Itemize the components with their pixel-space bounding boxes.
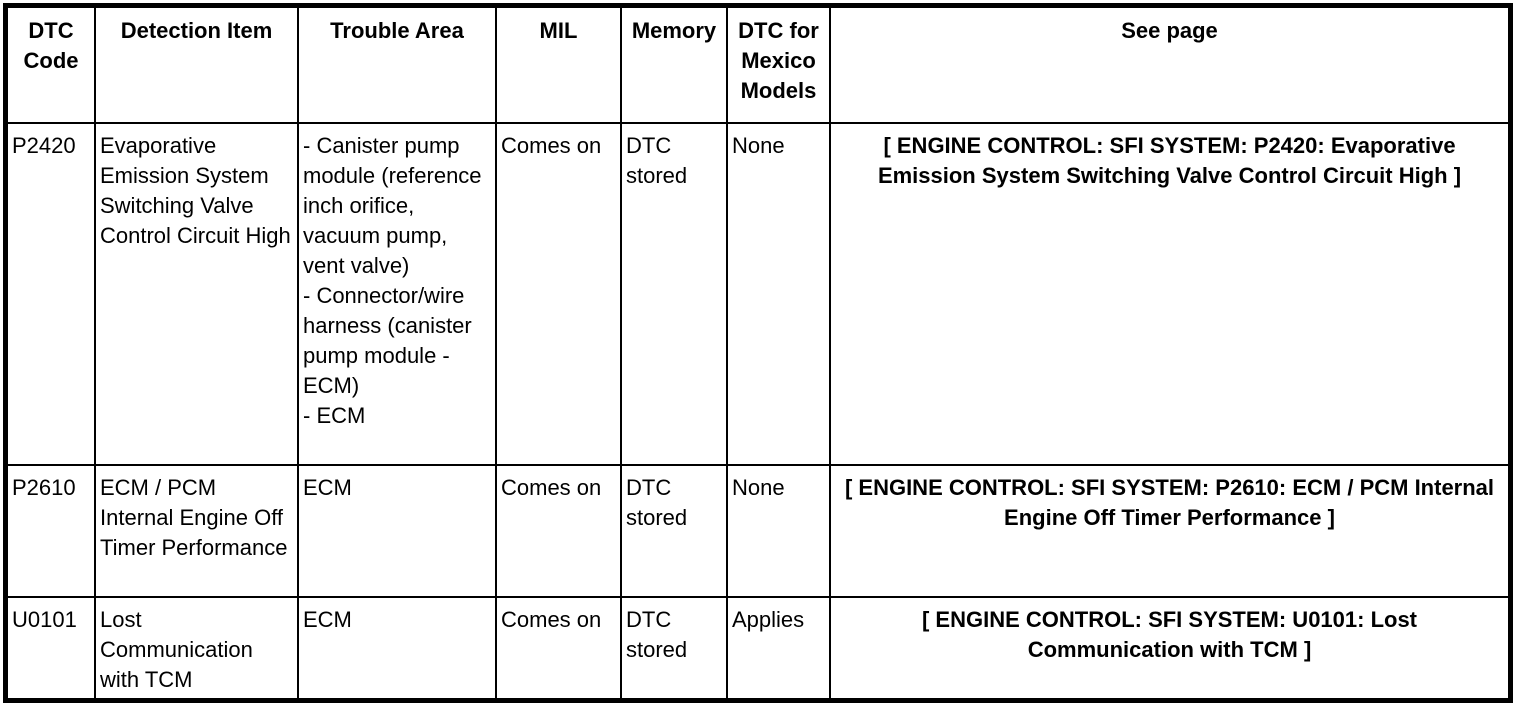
dtc-table (6, 6, 1510, 700)
mexico-cell: Applies (727, 597, 830, 699)
header-mil: MIL (496, 7, 621, 123)
see-page-link[interactable]: [ ENGINE CONTROL: SFI SYSTEM: P2610: ECM / PCM Internal Engine Off Timer Performance ] (830, 465, 1509, 597)
trouble-area-cell: - Canister pump module (reference inch orifice, vacuum pump, vent valve) - Connector/wire harness (canister pump module - ECM) - ECM (298, 123, 496, 465)
mil-cell: Comes on (496, 123, 621, 465)
memory-cell: DTC stored (621, 597, 727, 699)
memory-cell: DTC stored (621, 465, 727, 597)
header-memory: Memory (621, 7, 727, 123)
detection-item-cell: Evaporative Emission System Switching Valve Control Circuit High (95, 123, 298, 465)
table-row (7, 465, 1509, 597)
mil-cell: Comes on (496, 465, 621, 597)
trouble-area-cell: ECM (298, 597, 496, 699)
memory-cell: DTC stored (621, 123, 727, 465)
header-dtc-code: DTC Code (7, 7, 95, 123)
detection-item-cell: Lost Communication with TCM (95, 597, 298, 699)
header-see-page: See page (830, 7, 1509, 123)
detection-item-cell: ECM / PCM Internal Engine Off Timer Performance (95, 465, 298, 597)
trouble-area-cell: ECM (298, 465, 496, 597)
table-header (7, 7, 1509, 123)
mil-cell: Comes on (496, 597, 621, 699)
header-dtc-mexico: DTC for Mexico Models (727, 7, 830, 123)
table-row (7, 597, 1509, 699)
header-row (7, 7, 1509, 123)
table-row (7, 123, 1509, 465)
dtc-code-cell: P2610 (7, 465, 95, 597)
see-page-link[interactable]: [ ENGINE CONTROL: SFI SYSTEM: P2420: Evaporative Emission System Switching Valve Control Circuit High ] (830, 123, 1509, 465)
header-detection-item: Detection Item (95, 7, 298, 123)
table-body (7, 123, 1509, 699)
mexico-cell: None (727, 123, 830, 465)
see-page-link[interactable]: [ ENGINE CONTROL: SFI SYSTEM: U0101: Lost Communication with TCM ] (830, 597, 1509, 699)
dtc-code-cell: U0101 (7, 597, 95, 699)
mexico-cell: None (727, 465, 830, 597)
header-trouble-area: Trouble Area (298, 7, 496, 123)
dtc-code-cell: P2420 (7, 123, 95, 465)
